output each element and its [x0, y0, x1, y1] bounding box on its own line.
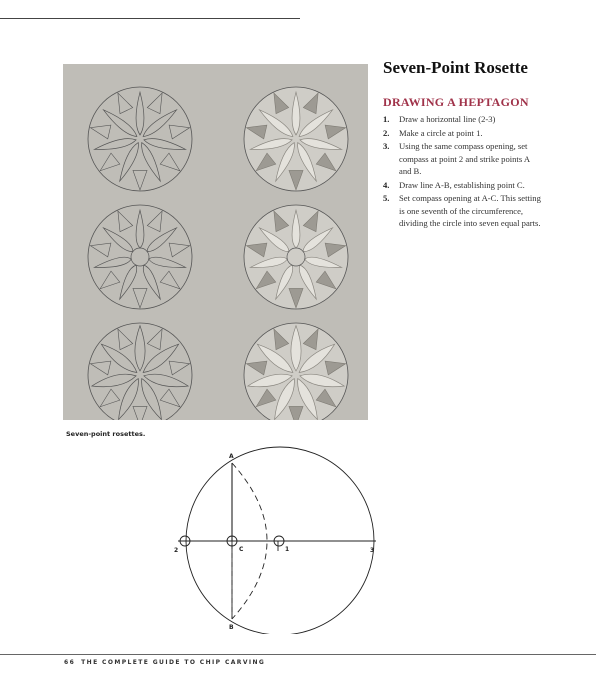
- running-title: THE COMPLETE GUIDE TO CHIP CARVING: [81, 659, 266, 666]
- step-text: Draw a horizontal line (2-3): [399, 114, 496, 124]
- label-2: 2: [174, 547, 179, 554]
- running-footer: [64, 659, 265, 666]
- section-title: Seven-Point Rosette: [383, 58, 528, 77]
- label-c: C: [239, 546, 244, 553]
- label-3: 3: [370, 547, 375, 554]
- rosettes-photo-image: [63, 64, 368, 420]
- step-item: [383, 113, 543, 126]
- carved-rosette: [244, 205, 348, 309]
- step-text: Using the same compass opening, set compass at point 2 and strike points A and B.: [399, 141, 530, 176]
- label-1: 1: [285, 546, 290, 553]
- step-item: [383, 179, 543, 192]
- step-item: [383, 192, 543, 230]
- page-number: 66: [64, 659, 76, 666]
- step-item: [383, 127, 543, 140]
- step-number: 4.: [383, 179, 390, 190]
- step-number: 5.: [383, 193, 390, 203]
- carved-rosette: [244, 87, 348, 191]
- carved-rosette: [244, 323, 348, 420]
- step-text: Make a circle at point 1.: [399, 127, 483, 138]
- step-text: Set compass opening at A-C. This setting is one seventh of the circumference, dividing the circle into seven equal parts.: [399, 193, 541, 228]
- main-circle: [186, 447, 374, 634]
- step-number: 2.: [383, 127, 390, 138]
- steps-list: [383, 113, 543, 231]
- step-text: Draw line A-B, establishing point C.: [399, 179, 525, 190]
- label-b: B: [229, 624, 234, 631]
- step-number: 3.: [383, 141, 390, 151]
- rosettes-photo: [63, 64, 368, 420]
- top-rule: [0, 18, 300, 19]
- step-number: 1.: [383, 114, 390, 124]
- label-a: A: [229, 453, 234, 460]
- step-item: [383, 140, 543, 178]
- section-subtitle: DRAWING A HEPTAGON: [383, 95, 529, 109]
- footer-rule: [0, 654, 596, 655]
- heptagon-diagram: [170, 446, 390, 634]
- figure-caption: Seven-point rosettes.: [66, 430, 146, 438]
